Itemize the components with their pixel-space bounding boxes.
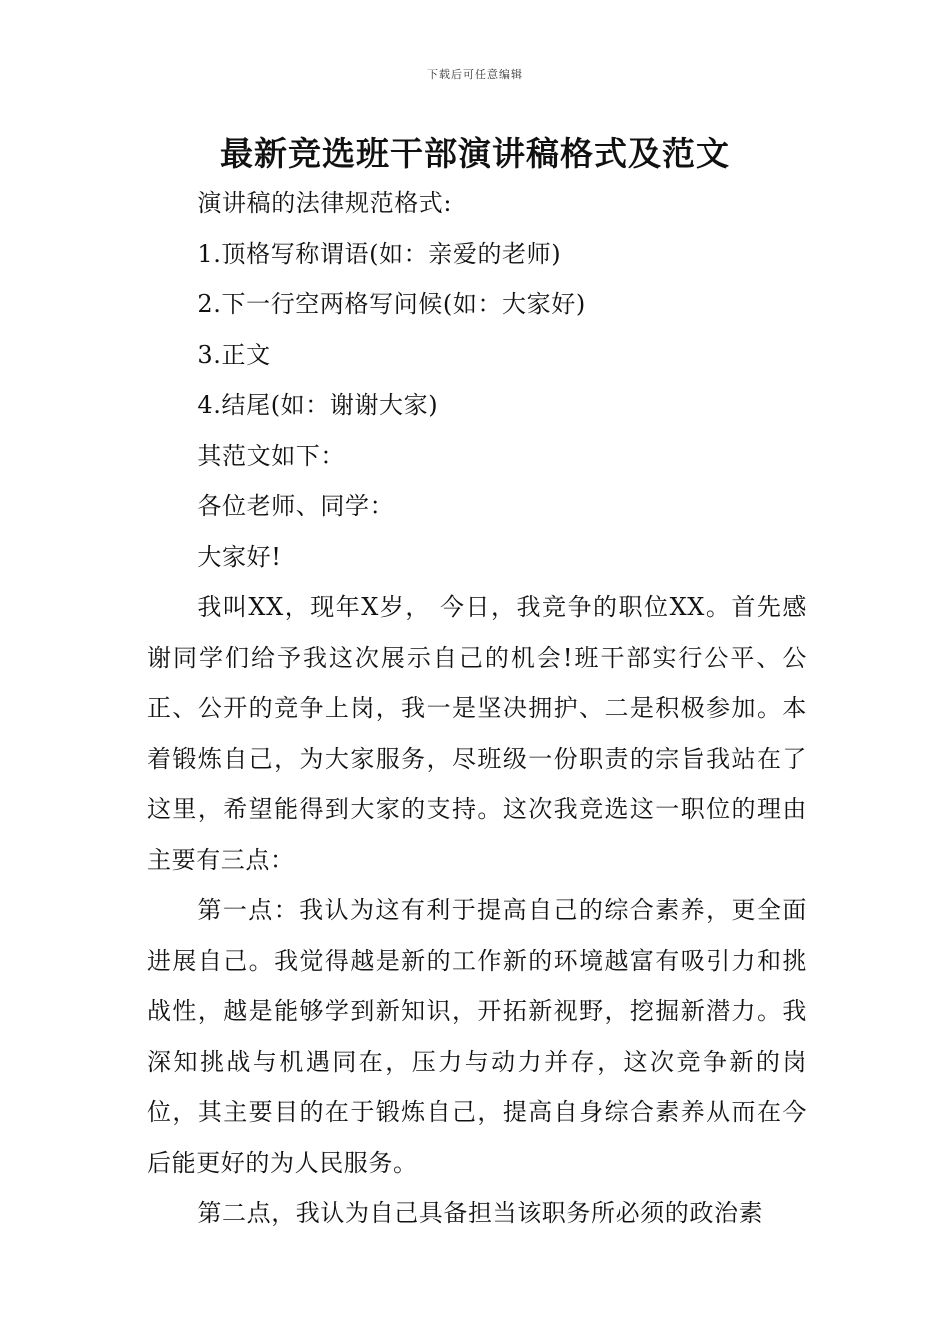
paragraph-format-step-3: 3.正文 <box>197 340 271 369</box>
paragraph-self-introduction: 我叫XX，现年X岁， 今日，我竞争的职位XX。首先感谢同学们给予我这次展示自己的机会!班干部实行公平、公正、公开的竞争上岗，我一是坚决拥护、二是积极参加。本着锻炼自己，为大家服务，尽班级一份职责的宗旨我站在了这里，希望能得到大家的支持。这次我竞选这一职位的理由主要有三点： <box>147 593 807 874</box>
document-body <box>147 178 807 1239</box>
paragraph-sample-intro: 其范文如下： <box>197 441 345 470</box>
document-title: 最新竞选班干部演讲稿格式及范文 <box>220 134 730 173</box>
paragraph-format-step-1: 1.顶格写称谓语(如：亲爱的老师) <box>197 239 562 268</box>
paragraph-first-point: 第一点：我认为这有利于提高自己的综合素养，更全面进展自己。我觉得越是新的工作新的环境越富有吸引力和挑战性，越是能够学到新知识，开拓新视野，挖掘新潜力。我深知挑战与机遇同在，压力与动力并存，这次竞争新的岗位，其主要目的在于锻炼自己，提高自身综合素养从而在今后能更好的为人民服务。 <box>147 896 807 1177</box>
paragraph-format-step-4: 4.结尾(如：谢谢大家) <box>197 391 439 419</box>
paragraph-greeting: 大家好! <box>197 542 282 571</box>
paragraph-second-point: 第二点，我认为自己具备担当该职务所必须的政治素 <box>197 1199 764 1227</box>
paragraph-format-intro: 演讲稿的法律规范格式: <box>197 189 453 217</box>
paragraph-format-step-2: 2.下一行空两格写问候(如：大家好) <box>197 290 586 318</box>
header-note: 下载后可任意编辑 <box>427 68 523 81</box>
paragraph-salutation: 各位老师、同学： <box>197 492 395 520</box>
